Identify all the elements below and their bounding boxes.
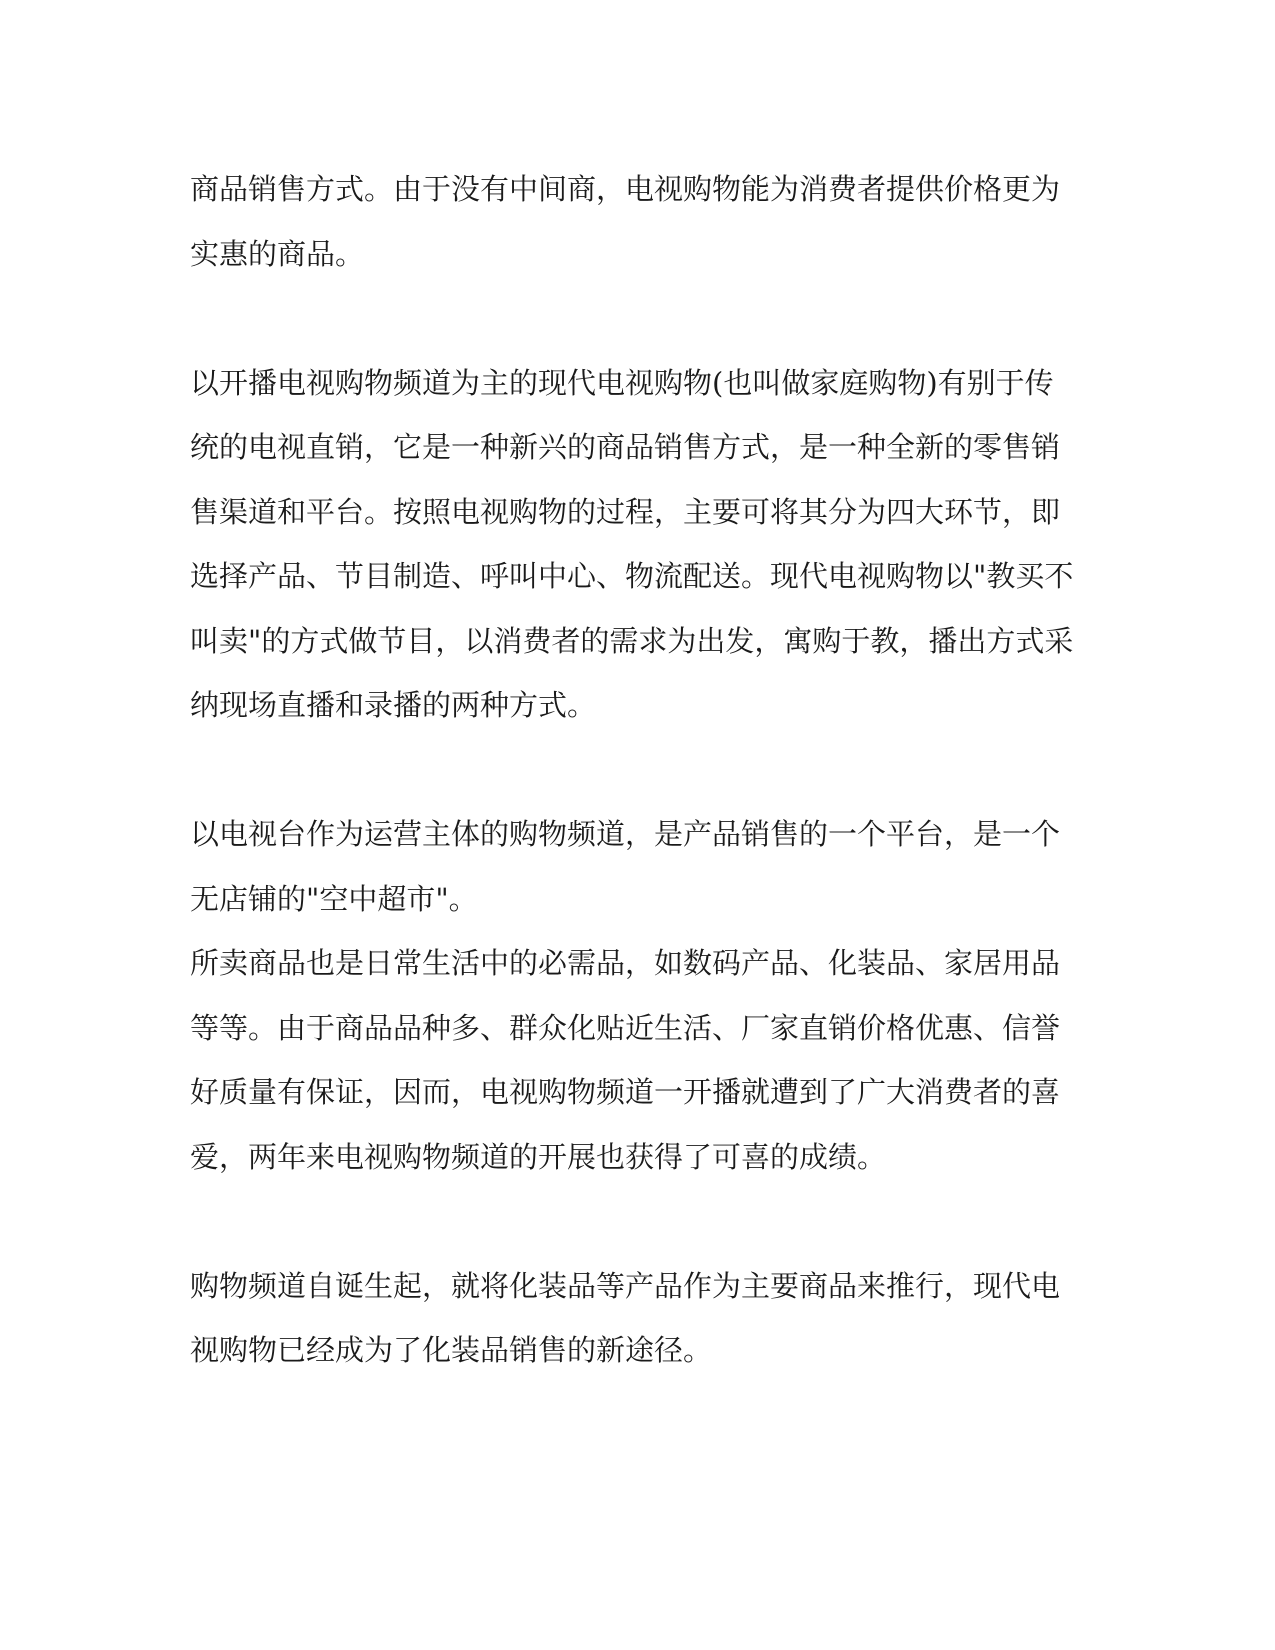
paragraph-5 [190,1254,1090,1383]
paragraph-line: 无店铺的"空中超市"。 [190,881,478,916]
paragraph-2 [190,351,1090,738]
paragraph-spacer [190,738,1090,803]
paragraph-line: 所卖商品也是日常生活中的必需品，如数码产品、化装品、家居用品 [190,946,1061,980]
paragraph-4 [190,931,1090,1189]
paragraph-line: 售渠道和平台。按照电视购物的过程，主要可将其分为四大环节，即 [190,494,1061,529]
paragraph-spacer [190,1189,1090,1254]
paragraph-line: 以电视台作为运营主体的购物频道，是产品销售的一个平台，是一个 [190,817,1061,851]
paragraph-line: 选择产品、节目制造、呼叫中心、物流配送。现代电视购物以"教买不 [190,559,1074,593]
paragraph-line: 叫卖"的方式做节目，以消费者的需求为出发，寓购于教，播出方式采 [190,623,1074,658]
paragraph-line: 实惠的商品。 [190,236,365,271]
paragraph-line: 以开播电视购物频道为主的现代电视购物(也叫做家庭购物)有别于传 [190,365,1054,400]
paragraph-spacer [190,286,1090,351]
paragraph-line: 统的电视直销，它是一种新兴的商品销售方式，是一种全新的零售销 [190,430,1061,464]
paragraph-line: 商品销售方式。由于没有中间商，电视购物能为消费者提供价格更为 [190,172,1061,206]
paragraph-line: 好质量有保证，因而，电视购物频道一开播就遭到了广大消费者的喜 [190,1075,1061,1109]
paragraph-line: 等等。由于商品品种多、群众化贴近生活、厂家直销价格优惠、信誉 [190,1010,1061,1045]
paragraph-3 [190,802,1090,931]
paragraph-line: 纳现场直播和录播的两种方式。 [190,688,597,722]
paragraph-1 [190,157,1090,286]
paragraph-line: 视购物已经成为了化装品销售的新途径。 [190,1333,713,1367]
paragraph-line: 爱，两年来电视购物频道的开展也获得了可喜的成绩。 [190,1139,887,1174]
paragraph-line: 购物频道自诞生起，就将化装品等产品作为主要商品来推行，现代电 [190,1268,1061,1303]
document-body [190,157,1090,1383]
